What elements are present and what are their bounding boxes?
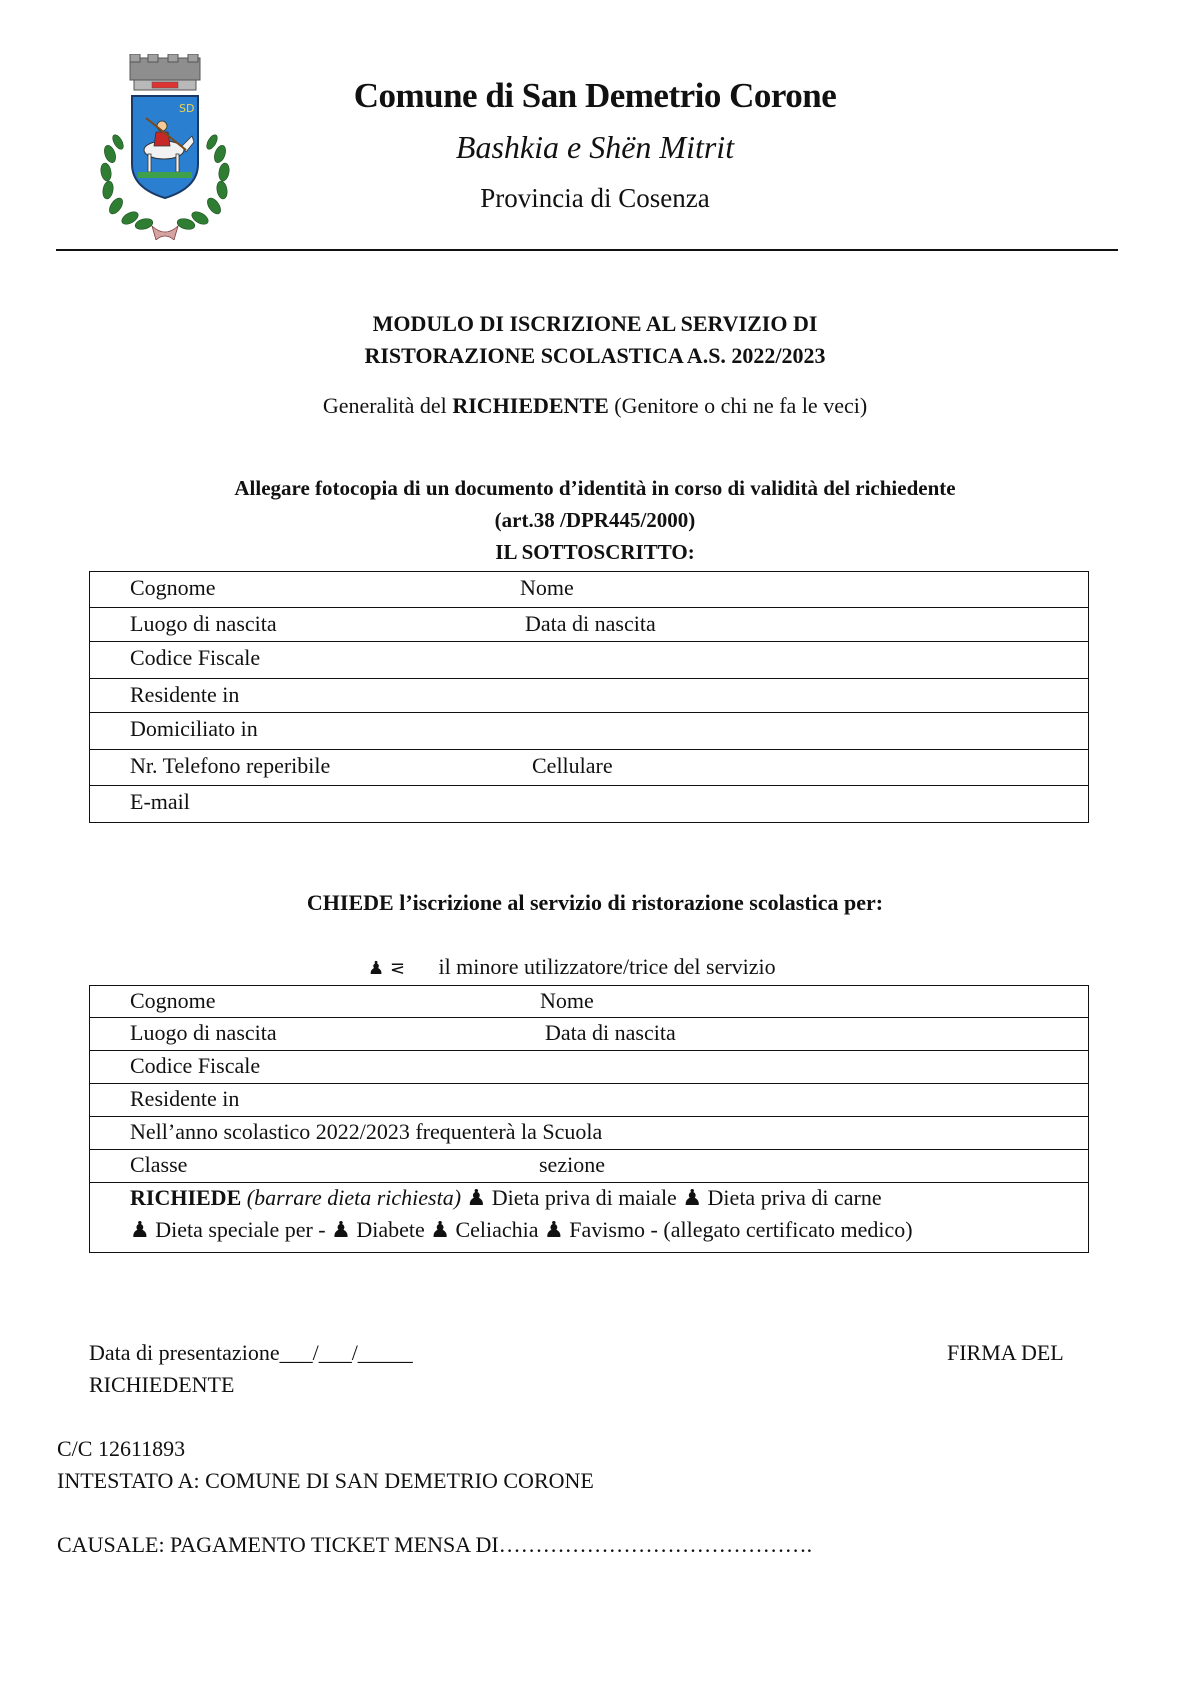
crest-letters: SD [179, 102, 195, 115]
minor-user-line [368, 954, 776, 980]
diet-options-line-2: ♟ Dieta speciale per - ♟ Diabete ♟ Celiachia ♟ Favismo - (allegato certificato medico) [130, 1217, 913, 1242]
diet-request-label: RICHIEDE [130, 1185, 242, 1210]
municipality-name-albanian: Bashkia e Shën Mitrit [455, 129, 735, 165]
payment-reason: CAUSALE: PAGAMENTO TICKET MENSA DI……………………………………. [57, 1532, 813, 1557]
table-row [90, 608, 1088, 642]
minor-user-label: il minore utilizzatore/trice del servizio [438, 954, 776, 979]
signature-applicant-label: RICHIEDENTE [89, 1372, 235, 1397]
table-row [90, 642, 1088, 679]
birthplace-label: Luogo di nascita [130, 611, 277, 636]
diet-request-hint: (barrare dieta richiesta) [241, 1185, 462, 1210]
table-row [90, 786, 1088, 822]
form-title-line-1: MODULO DI ISCRIZIONE AL SERVIZIO DI [372, 311, 818, 336]
undersigned-heading: IL SOTTOSCRITTO: [495, 540, 695, 564]
diet-request-line-1 [130, 1185, 882, 1211]
table-row [90, 1018, 1088, 1051]
table-row [90, 679, 1088, 713]
minor-birthplace-label: Luogo di nascita [130, 1020, 277, 1045]
table-row [90, 713, 1088, 750]
minor-residence-label: Residente in [130, 1086, 240, 1111]
signature-label: FIRMA DEL [947, 1340, 1064, 1365]
request-heading: CHIEDE l’iscrizione al servizio di ristorazione scolastica per: [306, 890, 884, 915]
mobile-label: Cellulare [532, 753, 613, 778]
account-holder: INTESTATO A: COMUNE DI SAN DEMETRIO CORONE [57, 1468, 594, 1493]
postal-account: C/C 12611893 [57, 1436, 186, 1461]
header-divider [56, 249, 1118, 251]
form-title-line-2: RISTORAZIONE SCOLASTICA A.S. 2022/2023 [364, 343, 826, 368]
table-row [90, 1051, 1088, 1084]
table-row [90, 750, 1088, 786]
email-label: E-mail [130, 789, 190, 814]
name-label: Nome [520, 575, 574, 600]
minor-surname-label: Cognome [130, 988, 216, 1013]
surname-label: Cognome [130, 575, 216, 600]
applicant-data-table [89, 571, 1089, 823]
applicant-section-heading: Generalità del RICHIEDENTE (Genitore o chi ne fa le veci) [322, 393, 868, 418]
province-name: Provincia di Cosenza [480, 183, 710, 213]
tax-code-label: Codice Fiscale [130, 645, 261, 670]
diet-request-row [90, 1183, 1088, 1252]
phone-label: Nr. Telefono reperibile [130, 753, 331, 778]
section-label: sezione [539, 1152, 605, 1177]
attach-id-instruction: Allegare fotocopia di un documento d’identità in corso di validità del richiedente [234, 476, 956, 500]
table-row [90, 986, 1088, 1018]
school-label: Nell’anno scolastico 2022/2023 frequenterà la Scuola [130, 1119, 603, 1144]
municipality-name: Comune di San Demetrio Corone [353, 76, 837, 115]
class-label: Classe [130, 1152, 188, 1177]
minor-data-table [89, 985, 1089, 1253]
domicile-label: Domiciliato in [130, 716, 258, 741]
diet-options-line-1: ♟ Dieta priva di maiale ♟ Dieta priva di carne [461, 1185, 882, 1210]
submission-date-field[interactable]: Data di presentazione___/___/_____ [89, 1340, 413, 1365]
table-row [90, 572, 1088, 608]
minor-name-label: Nome [540, 988, 594, 1013]
table-row [90, 1117, 1088, 1150]
legal-reference: (art.38 /DPR445/2000) [494, 508, 696, 532]
table-row [90, 1084, 1088, 1117]
residence-label: Residente in [130, 682, 240, 707]
table-row [90, 1150, 1088, 1183]
birthdate-label: Data di nascita [525, 611, 656, 636]
minor-birthdate-label: Data di nascita [545, 1020, 676, 1045]
checkbox-glyph-icon: ♟ ⋜ [368, 958, 405, 979]
minor-tax-code-label: Codice Fiscale [130, 1053, 261, 1078]
